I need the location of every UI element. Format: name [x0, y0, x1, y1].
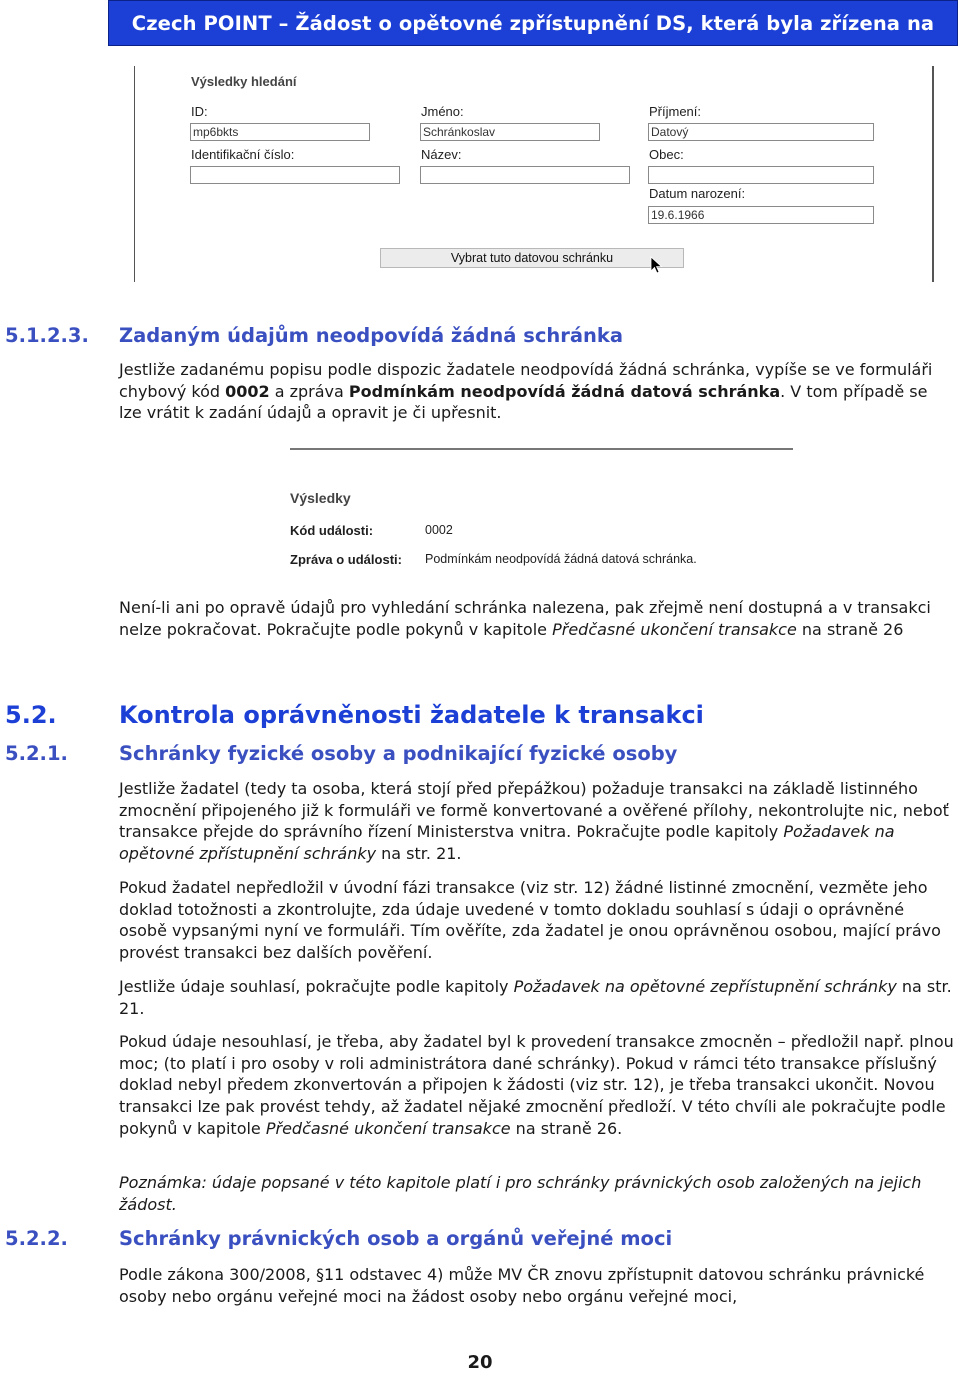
- obec-field[interactable]: [648, 166, 874, 184]
- jmeno-label: Jméno:: [421, 104, 464, 119]
- paragraph-521-2: Pokud žadatel nepředložil v úvodní fázi transakce (viz str. 12) žádné listinné zmocnění, vezměte jeho doklad totožnosti a zkontrolujte, zda údaje uvedené v tomto dokladu souhlasí s údaji o oprávněné osobě vypsanými nyní ve formuláři. Tím ověříte, zda žadatel je onou oprávněnou osobou, mající právo provést transakci bez dalších pověření.: [119, 878, 941, 963]
- select-databox-button[interactable]: Vybrat tuto datovou schránku: [380, 248, 684, 268]
- event-code-label: Kód události:: [290, 523, 374, 538]
- screenshot-top-border: [290, 448, 793, 450]
- search-results-heading: Výsledky hledání: [191, 74, 297, 89]
- search-results-screenshot: [134, 66, 934, 282]
- screenshot-left-border: [134, 66, 135, 282]
- results-heading: Výsledky: [290, 490, 351, 506]
- paragraph-521-1: Jestliže žadatel (tedy ta osoba, která stojí před přepážkou) požaduje transakci na základě listinného zmocnění připojeného již k formuláři ve formě konvertované a ověřené přílohy, nekontrolujte nic, neboť transakce přejde do správního řízení Ministerstva vnitra. Pokračujte podle kapitoly Požadavek na opětovné zpřístupnění schránky na str. 21.: [119, 779, 949, 864]
- nazev-field[interactable]: [420, 166, 630, 184]
- page-number: 20: [467, 1352, 493, 1373]
- section-number-521: 5.2.1.: [5, 742, 68, 765]
- event-message-value: Podmínkám neodpovídá žádná datová schránka.: [425, 552, 697, 566]
- obec-label: Obec:: [649, 147, 684, 162]
- section-number-52: 5.2.: [5, 701, 57, 729]
- paragraph-522-1: Podle zákona 300/2008, §11 odstavec 4) může MV ČR znovu zpřístupnit datovou schránku právnické osoby nebo orgánu veřejné moci na žádost osoby nebo orgánu veřejné moci,: [119, 1265, 925, 1306]
- jmeno-field[interactable]: Schránkoslav: [420, 123, 600, 141]
- paragraph-not-found: Není-li ani po opravě údajů pro vyhledání schránka nalezena, pak zřejmě není dostupná a v transakci nelze pokračovat. Pokračujte podle pokynů v kapitole Předčasné ukončení transakce na straně 26: [119, 598, 931, 639]
- paragraph-521-3: Jestliže údaje souhlasí, pokračujte podle kapitoly Požadavek na opětovné zepřístupnění schránky na str. 21.: [119, 977, 952, 1018]
- section-title-522: Schránky právnických osob a orgánů veřejné moci: [119, 1227, 673, 1250]
- prijmeni-field[interactable]: Datový: [648, 123, 874, 141]
- paragraph-521-4: Pokud údaje nesouhlasí, je třeba, aby žadatel byl k provedení transakce zmocněn – předložil např. plnou moc; (to platí i pro osoby v roli administrátora dané schránky). Pokud v rámci této transakce příslušný doklad nebyl předem zkonvertován a připojen k žádosti (viz str. 12), je třeba transakci ukončit. Novou transakci lze pak provést tehdy, až žadatel nějaké zmocnění předloží. V této chvíli ale pokračujte podle pokynů v kapitole Předčasné ukončení transakce na straně 26.: [119, 1032, 954, 1138]
- section-title-5123: Zadaným údajům neodpovídá žádná schránka: [119, 324, 624, 347]
- nazev-label: Název:: [421, 147, 462, 162]
- mouse-cursor-icon: [650, 256, 664, 274]
- id-label: ID:: [191, 104, 208, 119]
- ico-label: Identifikační číslo:: [191, 147, 295, 162]
- header-title: Czech POINT – Žádost o opětovné zpřístupnění DS, která byla zřízena na žádost: [131, 12, 935, 81]
- results-screenshot: [287, 448, 793, 572]
- prijmeni-label: Příjmení:: [649, 104, 702, 119]
- header-banner: [108, 0, 958, 81]
- section-title-521: Schránky fyzické osoby a podnikající fyzické osoby: [119, 742, 678, 765]
- datum-field[interactable]: 19.6.1966: [648, 206, 874, 224]
- section-number-522: 5.2.2.: [5, 1227, 68, 1250]
- screenshot-right-border: [932, 66, 934, 282]
- section-number-5123: 5.1.2.3.: [5, 324, 89, 347]
- datum-label: Datum narození:: [649, 186, 746, 201]
- ico-field[interactable]: [190, 166, 400, 184]
- event-code-value: 0002: [425, 523, 453, 537]
- event-message-label: Zpráva o události:: [290, 552, 402, 567]
- id-field[interactable]: mp6bkts: [190, 123, 370, 141]
- paragraph-521-note: Poznámka: údaje popsané v této kapitole platí i pro schránky právnických osob založených na jejich žádost.: [119, 1173, 922, 1214]
- paragraph-5123: Jestliže zadanému popisu podle dispozic žadatele neodpovídá žádná schránka, vypíše se ve formuláři chybový kód 0002 a zpráva Podmínkám neodpovídá žádná datová schránka. V tom případě se lze vrátit k zadání údajů a opravit je či upřesnit.: [119, 360, 933, 423]
- section-title-52: Kontrola oprávněnosti žadatele k transakci: [119, 701, 704, 729]
